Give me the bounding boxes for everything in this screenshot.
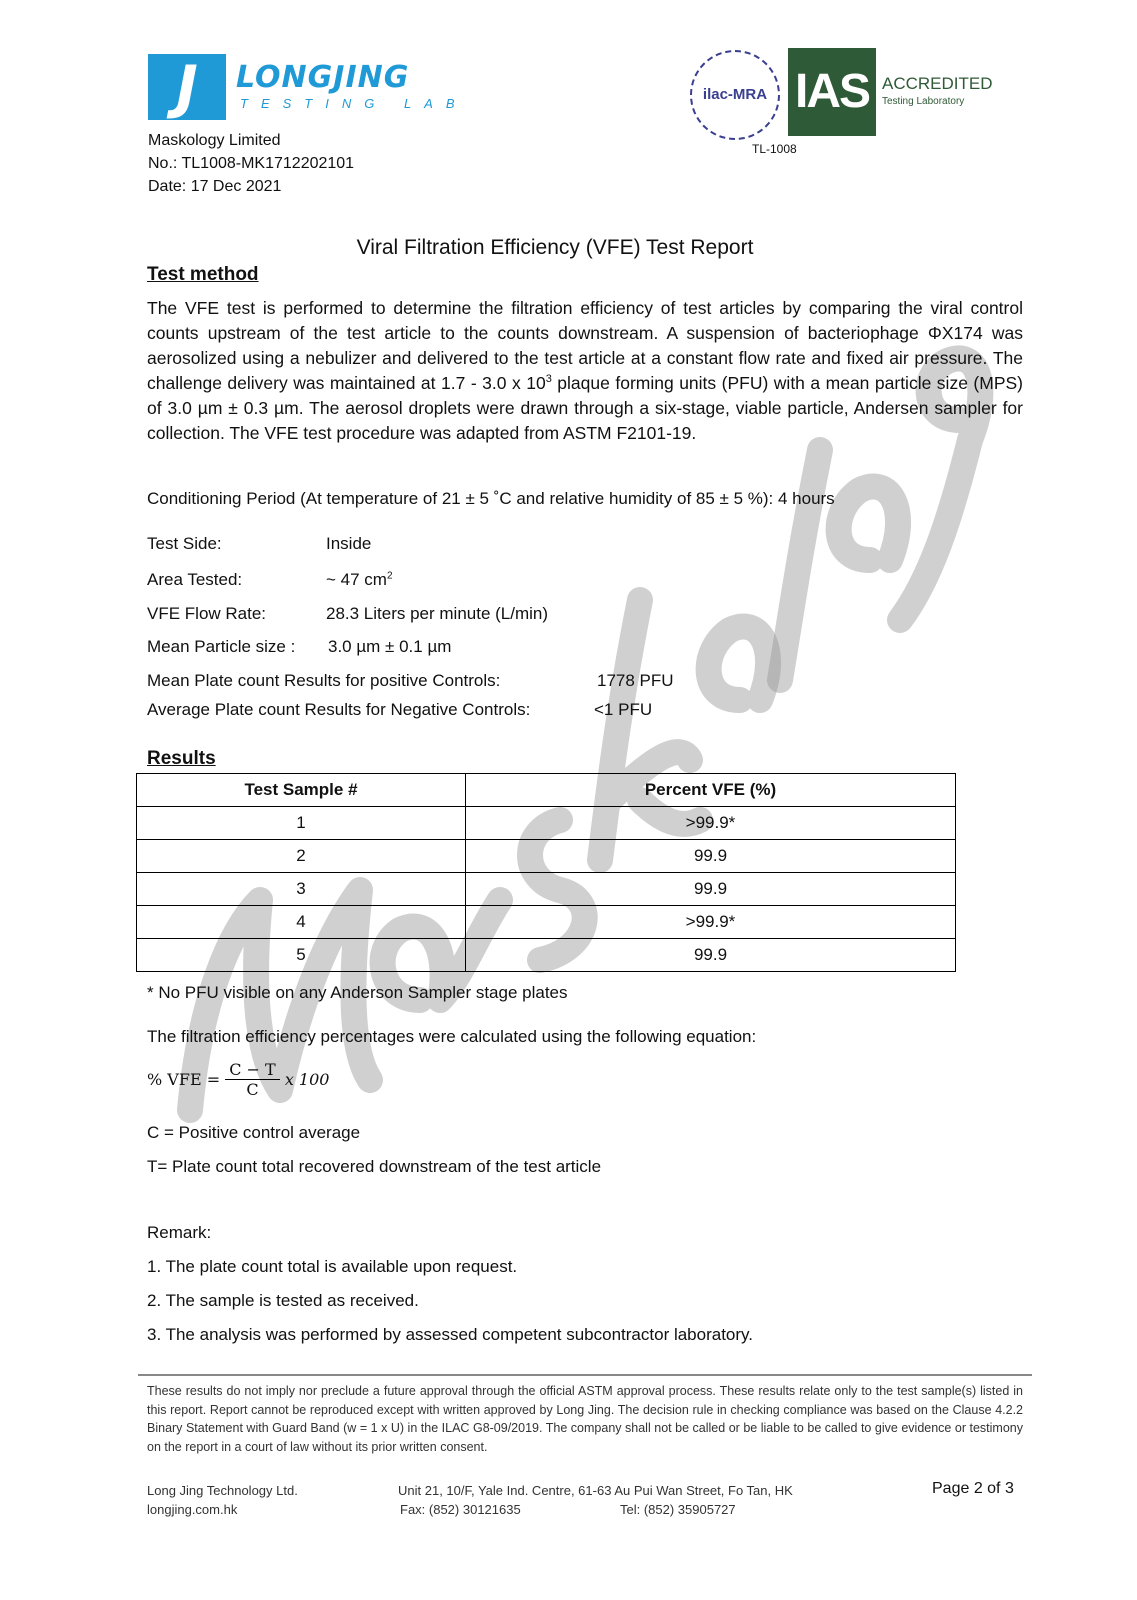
denominator: C xyxy=(246,1080,259,1099)
logo-subtitle: TESTING LAB xyxy=(240,96,468,111)
footer-tel: Tel: (852) 35905727 xyxy=(620,1502,736,1517)
sample-cell: 4 xyxy=(137,906,466,939)
logo-name: LONGJING xyxy=(236,60,410,95)
control-label: Average Plate count Results for Negative Controls: xyxy=(147,700,531,719)
equation-fraction xyxy=(225,1060,280,1099)
footer-company: Long Jing Technology Ltd. xyxy=(147,1483,298,1498)
conditioning-period: Conditioning Period (At temperature of 21 ± 5 ˚C and relative humidity of 85 ± 5 %): 4 hours xyxy=(147,489,835,508)
method-text: The VFE test is performed to determine the filtration efficiency of test articles by comparing the viral control counts upstream of the test article to the counts downstream. A suspension of bacteriophage ΦX174 was aerosolized using a nebulizer and delivered to the test article at a constant flow rate and fixed air pressure. The challenge delivery was maintained at 1.7 - 3.0 x 10 xyxy=(147,298,1023,393)
watermark-stroke xyxy=(780,450,820,680)
remark-heading: Remark: xyxy=(147,1223,212,1242)
param-value: 3.0 µm ± 0.1 µm xyxy=(328,637,452,656)
param-value: 28.3 Liters per minute (L/min) xyxy=(326,604,549,623)
control-value: 1778 PFU xyxy=(597,671,674,690)
exponent: 3 xyxy=(545,373,552,386)
cert-number: TL-1008 xyxy=(752,142,797,156)
logo-mark: J xyxy=(148,54,226,120)
client-name: Maskology Limited xyxy=(148,132,281,149)
watermark-stroke xyxy=(839,486,898,560)
param-label: VFE Flow Rate: xyxy=(147,604,267,623)
equation-intro: The filtration efficiency percentages were calculated using the following equation: xyxy=(147,1027,757,1046)
vfe-cell: 99.9 xyxy=(466,840,956,873)
param-label: Mean Particle size : xyxy=(147,637,296,656)
table-row xyxy=(137,939,956,972)
vfe-cell: 99.9 xyxy=(466,939,956,972)
table-row xyxy=(137,840,956,873)
footer-website[interactable]: longjing.com.hk xyxy=(147,1502,238,1517)
results-heading: Results xyxy=(147,748,216,769)
param-value xyxy=(326,570,393,590)
ias-logo: IAS xyxy=(788,48,876,136)
results-table xyxy=(136,773,956,972)
vfe-equation xyxy=(147,1060,329,1099)
table-footnote: * No PFU visible on any Anderson Sampler stage plates xyxy=(147,983,568,1002)
area-exponent: 2 xyxy=(386,570,393,582)
table-row xyxy=(137,807,956,840)
control-value: <1 PFU xyxy=(594,700,653,719)
page-title: Viral Filtration Efficiency (VFE) Test Report xyxy=(356,236,754,259)
c-definition: C = Positive control average xyxy=(147,1123,361,1142)
table-row xyxy=(137,906,956,939)
t-definition: T= Plate count total recovered downstream of the test article xyxy=(147,1157,602,1176)
param-label: Area Tested: xyxy=(147,570,243,589)
sample-cell: 3 xyxy=(137,873,466,906)
vfe-cell: 99.9 xyxy=(466,873,956,906)
accredited-label: ACCREDITED xyxy=(882,74,993,93)
equation-rhs: x 100 xyxy=(284,1070,330,1089)
vfe-cell: >99.9* xyxy=(466,906,956,939)
footer-divider xyxy=(138,1374,1032,1376)
footer-fax: Fax: (852) 30121635 xyxy=(400,1502,521,1517)
sample-cell: 2 xyxy=(137,840,466,873)
disclaimer: These results do not imply nor preclude a future approval through the official ASTM approval process. These results relate only to the test sample(s) listed in this report. Report cannot be reproduced except with written approved by Long Jing. The decision rule in checking compliance was based on the Clause 4.2.2 Binary Statement with Guard Band (w = 1 x U) in the ILAC G8-09/2019. The company shall not be called or be liable to be called to give evidence or testimony on the report in a court of law without its prior written consent. xyxy=(147,1384,1023,1454)
method-paragraph xyxy=(147,296,1023,446)
remark-item: 3. The analysis was performed by assessed competent subcontractor laboratory. xyxy=(147,1325,754,1344)
sample-cell: 5 xyxy=(137,939,466,972)
watermark-stroke xyxy=(709,626,768,700)
report-number: No.: TL1008-MK1712202101 xyxy=(148,155,355,172)
footer-address: Unit 21, 10/F, Yale Ind. Centre, 61-63 Au Pui Wan Street, Fo Tan, HK xyxy=(398,1483,793,1498)
vfe-cell: >99.9* xyxy=(466,807,956,840)
area-value: ~ 47 cm xyxy=(326,570,387,589)
param-value: Inside xyxy=(326,534,372,553)
numerator: C − T xyxy=(225,1060,280,1080)
method-text-cont: plaque forming units (PFU) with a mean particle size (MPS) of 3.0 µm ± 0.3 µm. The aerosol droplets were drawn through a six-stage, viable particle, Andersen sampler for collection. The VFE test procedure was adapted from ASTM F2101-19. xyxy=(147,373,1023,443)
control-label: Mean Plate count Results for positive Controls: xyxy=(147,671,501,690)
accredited-sub: Testing Laboratory xyxy=(882,96,965,107)
table-row xyxy=(137,873,956,906)
param-label: Test Side: xyxy=(147,534,222,553)
remark-item: 2. The sample is tested as received. xyxy=(147,1291,419,1310)
column-header: Test Sample # xyxy=(137,774,466,807)
report-date: Date: 17 Dec 2021 xyxy=(148,178,282,195)
page-number: Page 2 of 3 xyxy=(932,1480,1014,1497)
column-header: Percent VFE (%) xyxy=(466,774,956,807)
remark-item: 1. The plate count total is available upon request. xyxy=(147,1257,518,1276)
table-header xyxy=(137,774,956,807)
ilac-mra-logo: ilac-MRA xyxy=(690,50,780,140)
test-method-heading: Test method xyxy=(147,264,259,285)
equation-lhs: % VFE = xyxy=(147,1070,221,1089)
sample-cell: 1 xyxy=(137,807,466,840)
